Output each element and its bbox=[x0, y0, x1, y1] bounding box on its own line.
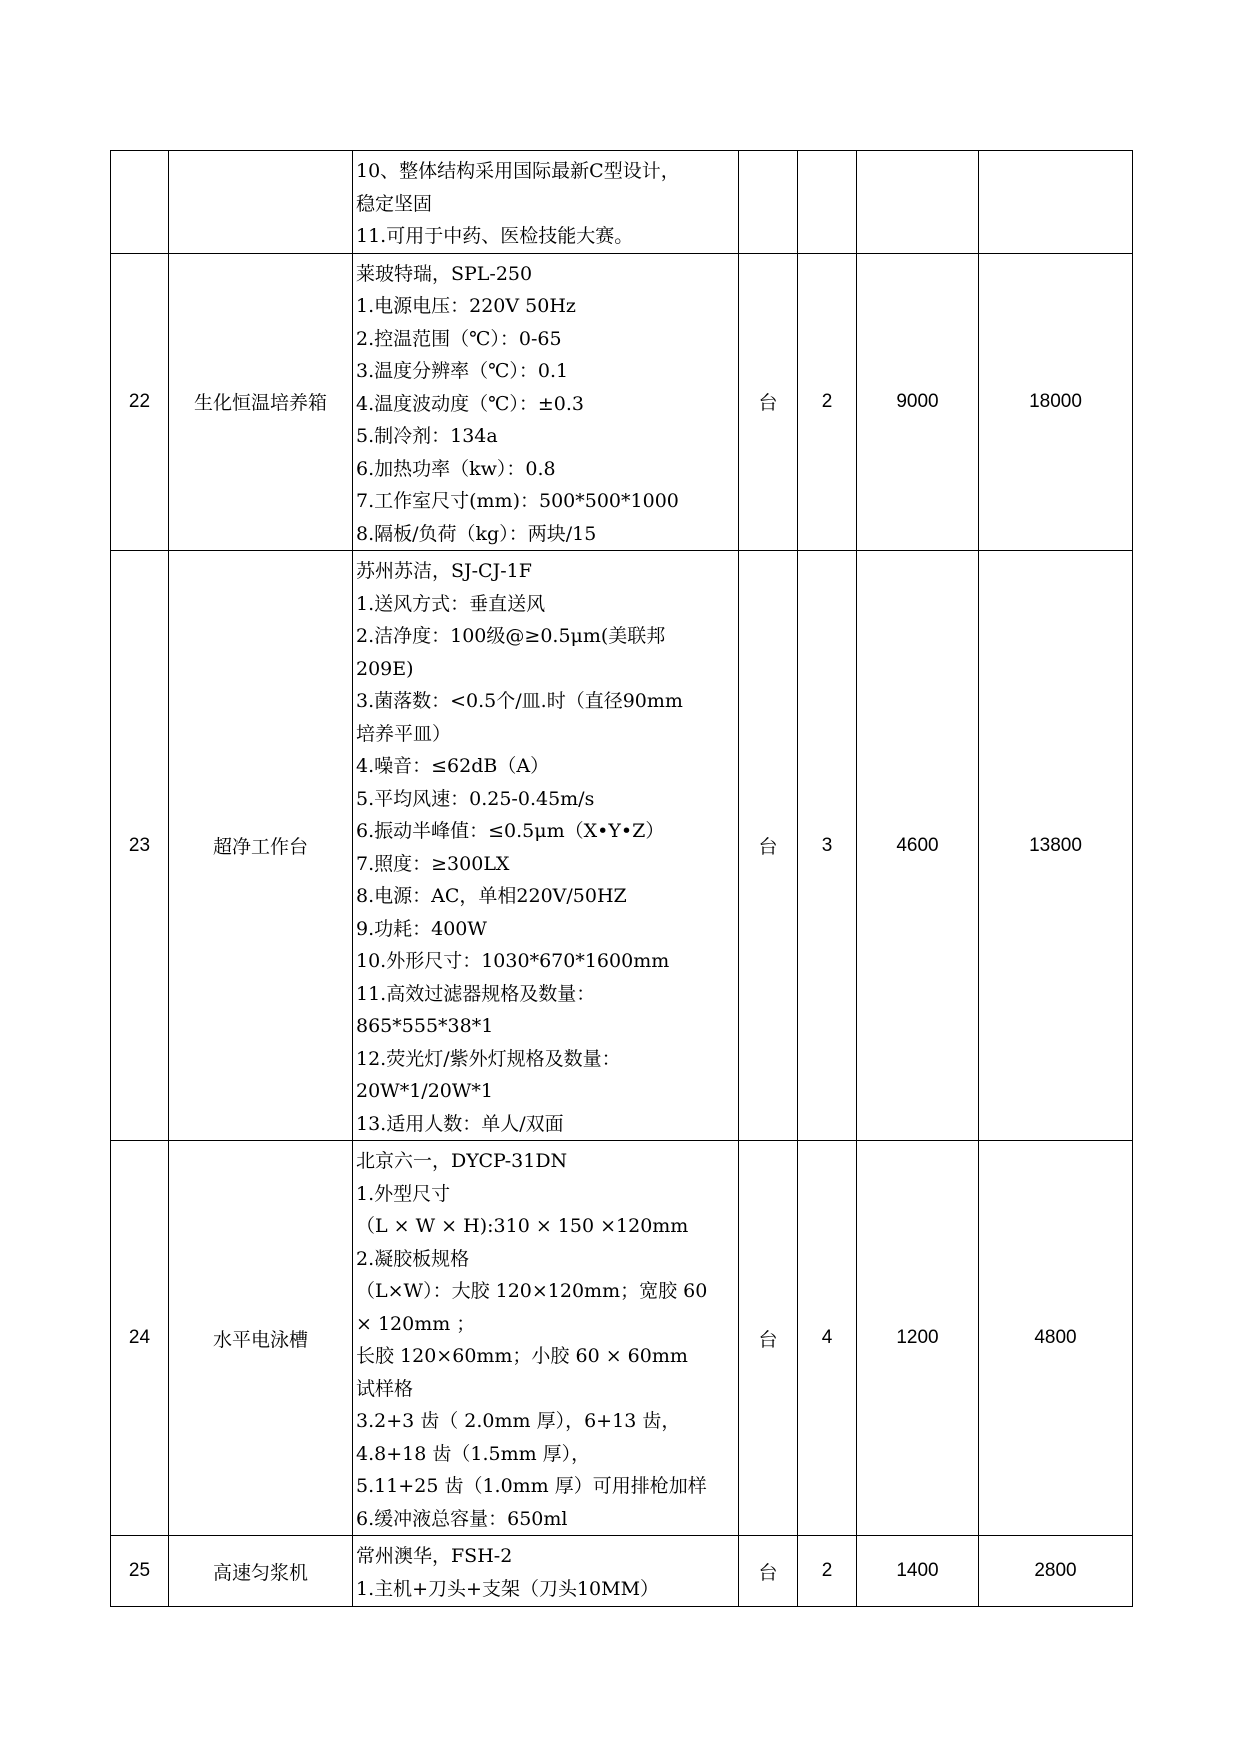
item-spec bbox=[353, 253, 739, 551]
table-row bbox=[111, 151, 1133, 254]
table-row bbox=[111, 1141, 1133, 1536]
row-index bbox=[111, 151, 169, 254]
spec-line: 12.荧光灯/紫外灯规格及数量： bbox=[356, 1047, 621, 1070]
item-name: 超净工作台 bbox=[169, 551, 353, 1141]
spec-line: （L×W）：大胶 120×120mm；宽胶 60 bbox=[356, 1280, 708, 1302]
spec-line: 6.缓冲液总容量：650ml bbox=[356, 1507, 568, 1530]
item-unit: 台 bbox=[739, 1141, 798, 1536]
item-total: 18000 bbox=[979, 253, 1133, 551]
table-row bbox=[111, 551, 1133, 1141]
item-unit: 台 bbox=[739, 551, 798, 1141]
item-unit-price: 9000 bbox=[857, 253, 979, 551]
spec-line: 常州澳华，FSH-2 bbox=[356, 1545, 513, 1567]
item-unit-price: 4600 bbox=[857, 551, 979, 1141]
spec-line: 3.温度分辨率（℃）：0.1 bbox=[356, 360, 569, 382]
table-row bbox=[111, 253, 1133, 551]
item-name: 水平电泳槽 bbox=[169, 1141, 353, 1536]
spec-line: 6.振动半峰值：≤0.5μm（X•Y•Z） bbox=[356, 820, 665, 842]
spec-line: 1.主机+刀头+支架（刀头10MM） bbox=[356, 1577, 660, 1600]
spec-line: 2.控温范围（℃）：0-65 bbox=[356, 327, 562, 350]
spec-line: 13.适用人数：单人/双面 bbox=[356, 1112, 564, 1135]
item-unit: 台 bbox=[739, 253, 798, 551]
item-total: 2800 bbox=[979, 1536, 1133, 1607]
item-quantity: 4 bbox=[798, 1141, 857, 1536]
spec-line: 长胶 120×60mm；小胶 60 × 60mm bbox=[356, 1345, 688, 1367]
spec-line: 8.隔板/负荷（kg）：两块/15 bbox=[356, 522, 597, 545]
spec-line: 2.凝胶板规格 bbox=[356, 1247, 470, 1270]
spec-line: 1.外型尺寸 bbox=[356, 1182, 451, 1205]
item-unit: 台 bbox=[739, 1536, 798, 1607]
item-quantity: 3 bbox=[798, 551, 857, 1141]
spec-line: 5.11+25 齿（1.0mm 厚）可用排枪加样 bbox=[356, 1475, 707, 1497]
item-spec bbox=[353, 1141, 739, 1536]
item-unit-price bbox=[857, 151, 979, 254]
spec-line: 209E) bbox=[356, 657, 414, 680]
row-index: 24 bbox=[111, 1141, 169, 1536]
item-quantity bbox=[798, 151, 857, 254]
item-total: 4800 bbox=[979, 1141, 1133, 1536]
item-spec bbox=[353, 151, 739, 254]
spec-line: 20W*1/20W*1 bbox=[356, 1080, 493, 1102]
spec-line: 5.平均风速：0.25-0.45m/s bbox=[356, 787, 595, 810]
equipment-table bbox=[110, 150, 1133, 1607]
spec-line: 1.送风方式：垂直送风 bbox=[356, 592, 546, 615]
item-total bbox=[979, 151, 1133, 254]
spec-line: 3.菌落数：<0.5个/皿.时（直径90mm bbox=[356, 690, 683, 712]
spec-line: 北京六一，DYCP-31DN bbox=[356, 1150, 568, 1172]
spec-line: 9.功耗：400W bbox=[356, 917, 487, 940]
spec-line: 4.8+18 齿（1.5mm 厚）， bbox=[356, 1442, 591, 1465]
spec-line: 4.温度波动度（℃）：±0.3 bbox=[356, 392, 585, 415]
row-index: 25 bbox=[111, 1536, 169, 1607]
spec-line: 5.制冷剂：134a bbox=[356, 425, 498, 447]
spec-line: 7.照度：≥300LX bbox=[356, 852, 510, 875]
spec-line: 试样格 bbox=[356, 1377, 414, 1400]
spec-line: 1.电源电压：220V 50Hz bbox=[356, 295, 576, 317]
item-spec bbox=[353, 1536, 739, 1607]
item-unit-price: 1400 bbox=[857, 1536, 979, 1607]
spec-line: 苏州苏洁，SJ-CJ-1F bbox=[356, 560, 532, 582]
spec-line: × 120mm ； bbox=[356, 1312, 476, 1335]
table-row bbox=[111, 1536, 1133, 1607]
spec-line: 4.噪音：≤62dB（A） bbox=[356, 755, 550, 777]
spec-line: 3.2+3 齿（ 2.0mm 厚），6+13 齿， bbox=[356, 1410, 681, 1432]
item-name: 高速匀浆机 bbox=[169, 1536, 353, 1607]
spec-line: 10、整体结构采用国际最新C型设计， bbox=[356, 160, 680, 182]
spec-line: 7.工作室尺寸(mm)：500*500*1000 bbox=[356, 490, 679, 512]
spec-line: 865*555*38*1 bbox=[356, 1015, 494, 1037]
row-index: 23 bbox=[111, 551, 169, 1141]
spec-line: 稳定坚固 bbox=[356, 192, 433, 215]
item-name bbox=[169, 151, 353, 254]
item-unit bbox=[739, 151, 798, 254]
spec-line: 10.外形尺寸：1030*670*1600mm bbox=[356, 950, 670, 972]
spec-line: （L × W × H):310 × 150 ×120mm bbox=[356, 1215, 689, 1237]
table-body bbox=[111, 151, 1133, 1607]
item-spec bbox=[353, 551, 739, 1141]
item-name: 生化恒温培养箱 bbox=[169, 253, 353, 551]
spec-line: 8.电源：AC，单相220V/50HZ bbox=[356, 885, 627, 907]
spec-line: 6.加热功率（kw）：0.8 bbox=[356, 457, 556, 480]
item-total: 13800 bbox=[979, 551, 1133, 1141]
spec-line: 11.可用于中药、医检技能大赛。 bbox=[356, 225, 634, 247]
item-quantity: 2 bbox=[798, 253, 857, 551]
spec-line: 莱玻特瑞，SPL-250 bbox=[356, 262, 533, 285]
spec-line: 2.洁净度：100级@≥0.5μm(美联邦 bbox=[356, 625, 666, 647]
item-quantity: 2 bbox=[798, 1536, 857, 1607]
item-unit-price: 1200 bbox=[857, 1141, 979, 1536]
spec-line: 培养平皿） bbox=[356, 722, 452, 745]
spec-line: 11.高效过滤器规格及数量： bbox=[356, 982, 596, 1005]
row-index: 22 bbox=[111, 253, 169, 551]
